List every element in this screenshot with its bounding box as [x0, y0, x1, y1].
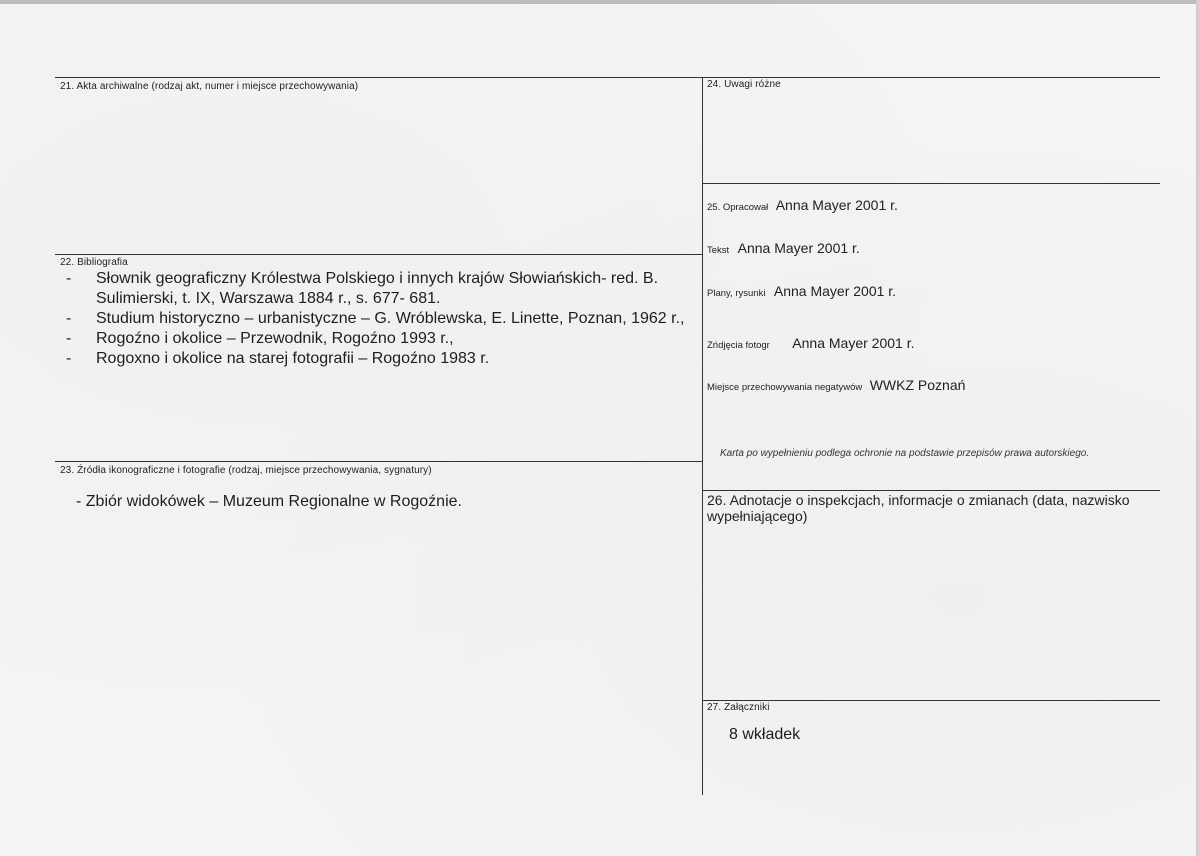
plany-row — [707, 283, 896, 301]
rule-22-23 — [55, 461, 702, 462]
rule-25-26 — [702, 490, 1160, 491]
bibliography-entry: Rogoxno i okolice na starej fotografii – Rogoźno 1983 r. — [96, 350, 490, 367]
plany-label: Plany, rysunki — [707, 288, 766, 299]
bullet-dash: - — [66, 330, 72, 347]
copyright-note: Karta po wypełnieniu podlega ochronie na podstawie przepisów prawa autorskiego. — [720, 448, 1090, 459]
opracowal-label: 25. Opracował — [707, 202, 769, 213]
miejsce-row — [707, 377, 965, 395]
top-rule — [55, 77, 1160, 78]
bullet-dash: - — [66, 310, 72, 327]
rule-26-27 — [702, 700, 1160, 701]
section-27-value: 8 wkładek — [729, 726, 801, 743]
section-24-label: 24. Uwagi różne — [707, 79, 781, 90]
opracowal-value: Anna Mayer 2001 r. — [775, 197, 898, 213]
bibliography-entry: Rogoźno i okolice – Przewodnik, Rogoźno 1993 r., — [96, 330, 454, 347]
section-23-entry: - Zbiór widokówek – Muzeum Regionalne w Rogoźnie. — [76, 493, 462, 510]
opracowal-row — [707, 197, 898, 215]
column-divider — [702, 77, 703, 795]
list-item — [66, 349, 706, 369]
rule-21-22 — [55, 254, 702, 255]
list-item — [66, 269, 706, 309]
bibliography-list — [66, 269, 706, 369]
zdjecia-value: Anna Mayer 2001 r. — [792, 335, 915, 351]
section-26-label: 26. Adnotacje o inspekcjach, informacje o zmianach (data, nazwisko wypełniającego) — [707, 492, 1130, 524]
bibliography-entry: Słownik geograficzny Królestwa Polskiego i innych krajów Słowiańskich- red. B. Sulimierski, t. IX, Warszawa 1884 r., s. 677- 681. — [96, 270, 659, 307]
miejsce-label: Miejsce przechowywania negatywów — [707, 382, 863, 393]
bullet-dash: - — [66, 350, 72, 367]
bullet-dash: - — [66, 270, 72, 287]
tekst-label: Tekst — [707, 245, 730, 256]
zdjecia-row — [707, 335, 914, 353]
zdjecia-label: Zńdjęcia fotogr — [707, 340, 770, 351]
list-item — [66, 309, 706, 329]
tekst-value: Anna Mayer 2001 r. — [737, 240, 860, 256]
section-23-label: 23. Źródła ikonograficzne i fotografie (rodzaj, miejsce przechowywania, sygnatury) — [60, 465, 432, 476]
miejsce-value: WWKZ Poznań — [869, 377, 966, 393]
bibliography-entry: Studium historyczno – urbanistyczne – G. Wróblewska, E. Linette, Poznan, 1962 r., — [96, 310, 685, 327]
rule-24-25 — [702, 183, 1160, 184]
section-22-label: 22. Bibliografia — [60, 257, 128, 268]
scan-top-edge — [0, 0, 1199, 4]
section-21-label: 21. Akta archiwalne (rodzaj akt, numer i miejsce przechowywania) — [60, 81, 359, 92]
list-item — [66, 329, 706, 349]
section-27-label: 27. Załączniki — [707, 702, 770, 713]
tekst-row — [707, 240, 860, 258]
plany-value: Anna Mayer 2001 r. — [773, 283, 897, 299]
